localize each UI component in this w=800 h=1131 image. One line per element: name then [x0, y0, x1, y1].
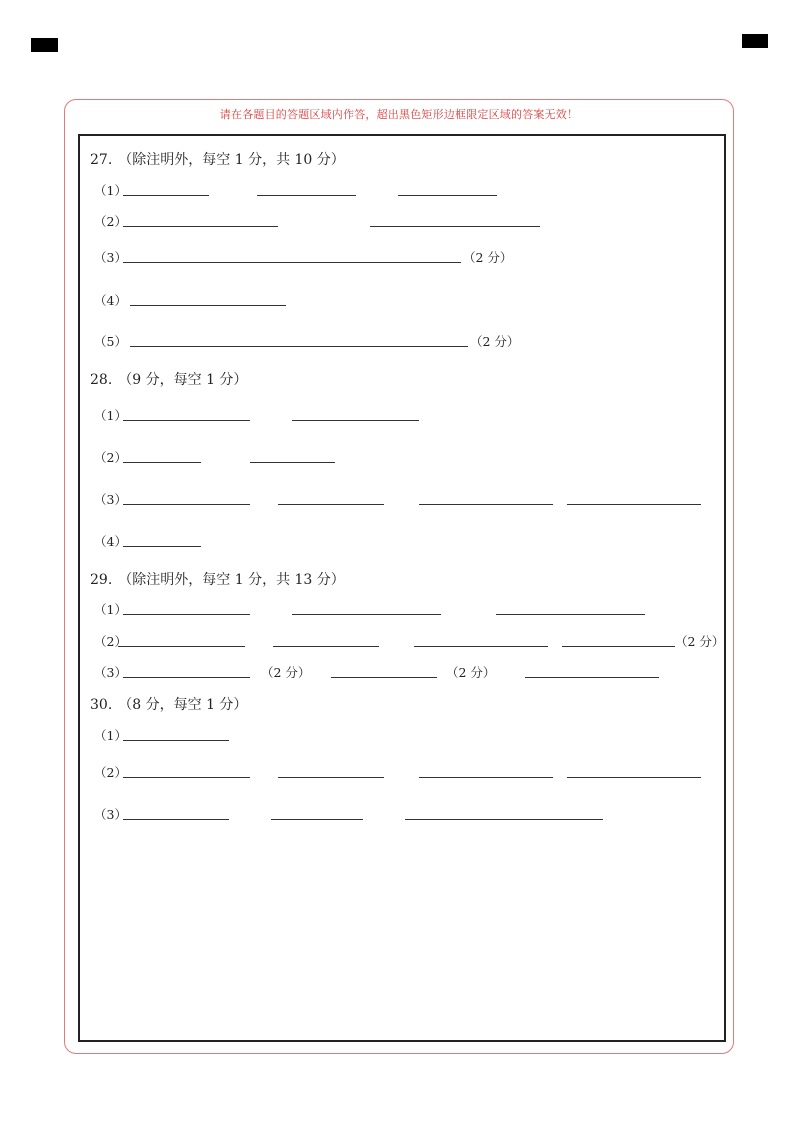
part-label: （3）: [94, 665, 127, 680]
answer-blank[interactable]: [123, 740, 229, 741]
answer-blank[interactable]: [123, 677, 250, 678]
answer-blank[interactable]: [405, 819, 603, 820]
alignment-marker-left: [31, 38, 58, 52]
answer-blank[interactable]: [292, 614, 441, 615]
answer-blank[interactable]: [278, 777, 384, 778]
answer-blank[interactable]: [118, 646, 245, 647]
question-number: 28.: [90, 372, 113, 388]
question-number: 27.: [90, 152, 113, 168]
points-note: （2 分）: [463, 250, 513, 265]
question-29-title: [90, 569, 345, 589]
answer-blank[interactable]: [292, 420, 419, 421]
question-header: （除注明外，每空 1 分，共 13 分）: [118, 572, 345, 588]
question-header: （除注明外，每空 1 分，共 10 分）: [118, 152, 345, 168]
part-label: （2）: [94, 765, 127, 780]
answer-blank[interactable]: [567, 777, 701, 778]
answer-blank[interactable]: [278, 504, 384, 505]
part-label: （2）: [94, 214, 127, 229]
alignment-marker-right: [742, 34, 768, 48]
answer-blank[interactable]: [331, 677, 437, 678]
answer-blank[interactable]: [123, 777, 250, 778]
points-note: （2 分）: [446, 665, 496, 680]
part-label: （2）: [94, 634, 127, 649]
question-28-title: [90, 369, 247, 389]
answer-blank[interactable]: [370, 226, 540, 227]
answer-blank[interactable]: [130, 305, 286, 306]
answer-blank[interactable]: [250, 462, 335, 463]
answer-blank[interactable]: [123, 420, 250, 421]
answer-area-notice: 请在各题目的答题区域内作答，超出黑色矩形边框限定区域的答案无效！: [219, 108, 579, 121]
answer-blank[interactable]: [123, 195, 209, 196]
answer-blank[interactable]: [130, 346, 468, 347]
answer-blank[interactable]: [123, 262, 461, 263]
points-note: （2 分）: [470, 334, 520, 349]
answer-blank[interactable]: [496, 614, 645, 615]
answer-blank[interactable]: [257, 195, 356, 196]
part-label: （5）: [94, 334, 127, 349]
question-27-title: [90, 149, 345, 169]
answer-blank[interactable]: [273, 646, 379, 647]
answer-blank[interactable]: [567, 504, 701, 505]
answer-blank[interactable]: [123, 226, 278, 227]
part-label: （1）: [94, 728, 127, 743]
answer-blank[interactable]: [123, 614, 250, 615]
question-number: 29.: [90, 572, 113, 588]
answer-blank[interactable]: [398, 195, 497, 196]
part-label: （4）: [94, 293, 127, 308]
answer-blank[interactable]: [123, 546, 201, 547]
answer-blank[interactable]: [414, 646, 548, 647]
points-note: （2 分）: [675, 634, 725, 649]
answer-blank[interactable]: [562, 646, 675, 647]
part-label: （2）: [94, 450, 127, 465]
question-30-title: [90, 694, 247, 714]
part-label: （4）: [94, 534, 127, 549]
part-label: （3）: [94, 807, 127, 822]
question-header: （9 分，每空 1 分）: [118, 372, 248, 388]
answer-blank[interactable]: [123, 819, 229, 820]
answer-blank[interactable]: [419, 504, 553, 505]
answer-blank[interactable]: [123, 462, 201, 463]
answer-blank[interactable]: [525, 677, 659, 678]
points-note: （2 分）: [261, 665, 311, 680]
answer-blank[interactable]: [419, 777, 553, 778]
answer-blank[interactable]: [123, 504, 250, 505]
part-label: （3）: [94, 250, 127, 265]
answer-blank[interactable]: [271, 819, 363, 820]
part-label: （3）: [94, 492, 127, 507]
part-label: （1）: [94, 602, 127, 617]
part-label: （1）: [94, 183, 127, 198]
question-header: （8 分，每空 1 分）: [118, 697, 248, 713]
question-number: 30.: [90, 697, 113, 713]
part-label: （1）: [94, 408, 127, 423]
